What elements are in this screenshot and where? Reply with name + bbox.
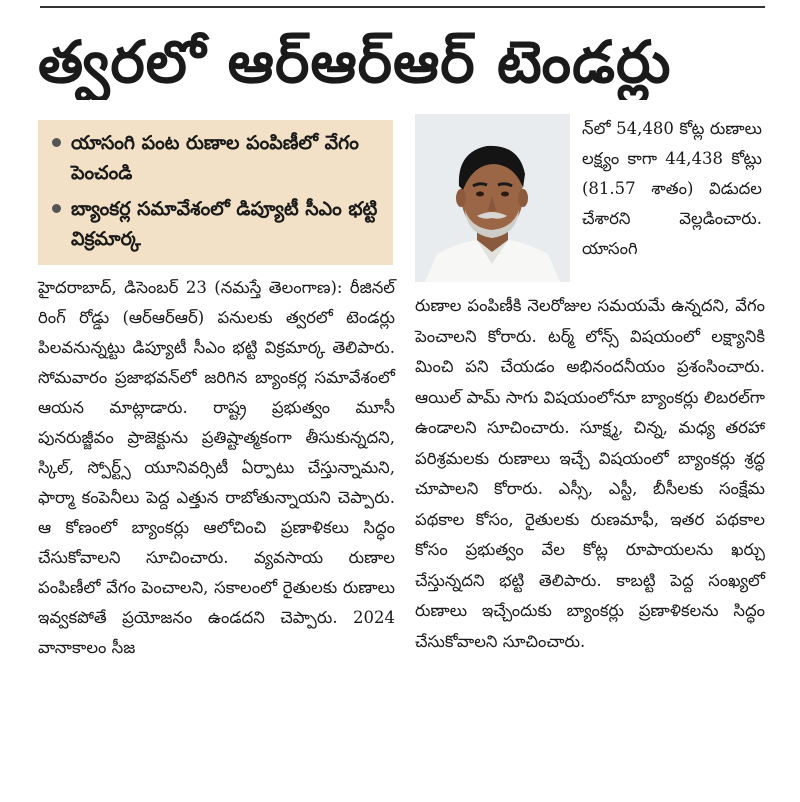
left-column [38,120,395,663]
highlight-text: బ్యాంకర్ల సమావేశంలో డిప్యూటీ సీఎం భట్టి విక్రమార్క [71,198,378,250]
bullet-icon [52,204,61,213]
portrait-image [415,114,570,282]
headline: త్వరలో ఆర్‌ఆర్‌ఆర్ టెండర్లు [38,28,672,96]
highlights-box [38,120,393,265]
portrait-photo [415,114,570,282]
article-body-right: రుణాల పంపిణీకి నెలరోజుల సమయమే ఉన్నదని, వేగం పెంచాలని కోరారు. టర్మ్ లోన్స్ విషయంలో లక్ష్యానికి మించి పని చేయడం అభినందనీయం ప్రశంసించారు. ఆయిల్ పామ్ సాగు విషయంలోనూ బ్యాంకర్లు లిబరల్‌గా ఉండాలని సూచించారు. సూక్ష్మ, చిన్న, మధ్య తరహా పరిశ్రమలకు రుణాలు ఇచ్చే విషయంలో బ్యాంకర్లు శ్రద్ధ చూపాలని కోరారు. ఎస్సీ, ఎస్టీ, బీసీలకు సంక్షేమ పథకాల కోసం, రైతులకు రుణమాఫీ, ఇతర పథకాల కోసం ప్రభుత్వం వేల కోట్ల రూపాయలను ఖర్చు చేస్తున్నదని భట్టి తెలిపారు. కాబట్టి పెద్ద సంఖ్యలో రుణాలు ఇచ్చేందుకు బ్యాంకర్లు ప్రణాళికలను సిద్ధం చేసుకోవాలని సూచించారు. [415,296,765,651]
article-body-right-top: న్‌లో 54,480 కోట్ల రుణాలు లక్ష్యం కాగా 44,438 కోట్లు (81.57 శాతం) విడుదల చేశారని వెల్లడించారు. యాసంగి [582,119,762,258]
bullet-icon [52,138,61,147]
highlight-item [52,194,383,254]
highlight-item [52,128,383,188]
top-rule [40,6,765,8]
article-body-left: హైదరాబాద్, డిసెంబర్ 23 (నమస్తే తెలంగాణ): రీజినల్ రింగ్ రోడ్డు (ఆర్‌ఆర్‌ఆర్) పనులకు త్వరలో టెండర్లు పిలవనున్నట్టు డిప్యూటీ సీఎం భట్టి విక్రమార్క తెలిపారు. సోమవారం ప్రజాభవన్‌లో జరిగిన బ్యాంకర్ల సమావేశంలో ఆయన మాట్లాడారు. రాష్ట్ర ప్రభుత్వం మూసీ పునరుజ్జీవం ప్రాజెక్టును ప్రతిష్టాత్మకంగా తీసుకున్నదని, స్కిల్, స్పోర్ట్స్ యూనివర్సిటీ ఏర్పాటు చేస్తున్నామని, ఫార్మా కంపెనీలు పెద్ద ఎత్తున రాబోతున్నాయని చెప్పారు. ఆ కోణంలో బ్యాంకర్లు ఆలోచించి ప్రణాళికలు సిద్ధం చేసుకోవాలని సూచించారు. వ్యవసాయ రుణాల పంపిణీలో వేగం పెంచాలని, సకాలంలో రైతులకు రుణాలు ఇవ్వకపోతే ప్రయోజనం ఉండదని చెప్పారు. 2024 వానాకాలం సీజ [38,278,395,657]
highlight-text: యాసంగి పంట రుణాల పంపిణీలో వేగం పెంచండి [71,132,359,184]
